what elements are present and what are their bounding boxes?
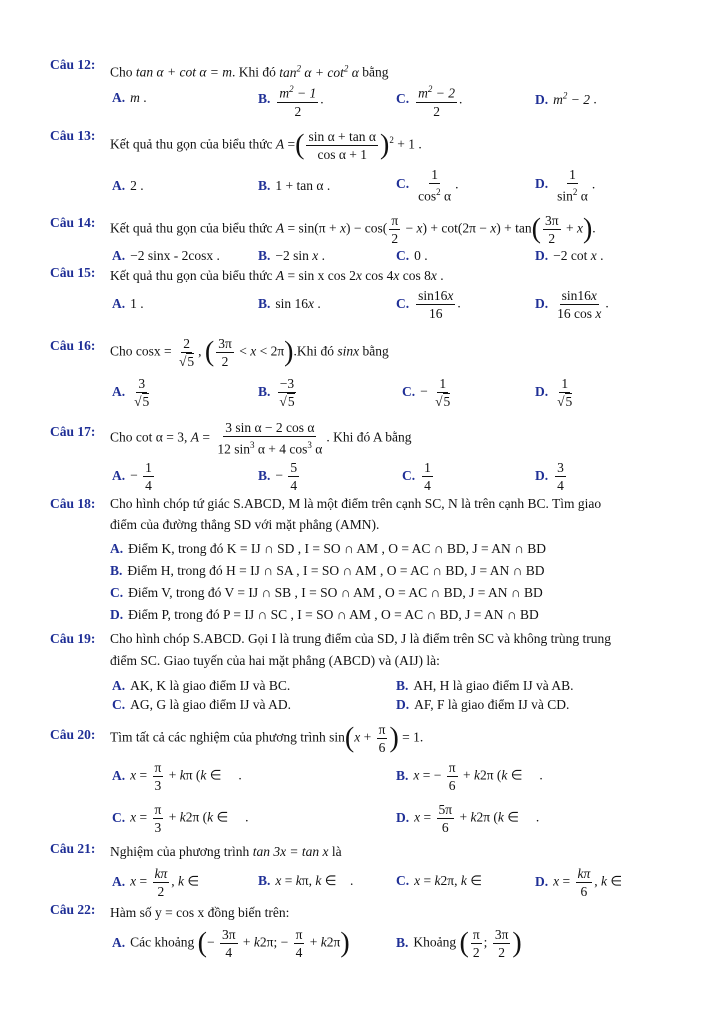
option-b[interactable]: B. sin 16x .: [258, 296, 321, 311]
question-13: [50, 128, 705, 208]
option-d[interactable]: D. $\frac{\sin 16x}{\text{16 cos x}}$ .: [535, 288, 609, 321]
option-c[interactable]: C. x = k2π, k ∈: [396, 873, 482, 888]
option-a[interactable]: A. 2 .: [112, 178, 144, 193]
question-label: Câu 15:: [50, 265, 96, 280]
option-d[interactable]: D. $\frac{1}{\sin^2 \alpha}$ .: [535, 167, 596, 204]
question-stem: Kết quả thu gọn của biểu thức A = sin(π + x) − cos( $\frac{\pi}{2}$ − x) + cot(2π − x) + tan( $\frac{3\pi}{2}$ + x).: [110, 213, 596, 246]
option-b[interactable]: B. Điểm H, trong đó H = IJ ∩ SA , I = SO ∩ AM , O = AC ∩ BD, J = AN ∩ BD: [110, 563, 545, 578]
option-d[interactable]: D. x = $\frac{5\pi}{6}$ + k2π (k ∈ .: [396, 802, 540, 835]
option-c[interactable]: C. $\frac{\sin 16x}{16}$ .: [396, 288, 461, 321]
option-b[interactable]: B. $\frac{m^2 - 1}{2}$ .: [258, 81, 324, 120]
option-d[interactable]: D. AF, F là giao điểm IJ và CD.: [396, 697, 570, 712]
option-c[interactable]: C. AG, G là giao điểm IJ và AD.: [112, 697, 291, 712]
option-a[interactable]: A. Các khoảng (− $\frac{3\pi}{4}$ + k2π; − $\frac{\pi}{4}$ + k2π): [112, 927, 350, 960]
option-a[interactable]: A. −2 sinx - 2cosx .: [112, 248, 220, 263]
option-d[interactable]: D. x = $\frac{k\pi}{6}$ , k ∈: [535, 866, 623, 899]
question-stem: Kết quả thu gọn của biểu thức A =( $\frac{\text{sin α + tan α}}{\text{cos α + 1}}$ )$^2$ + 1 .: [110, 129, 422, 162]
option-c[interactable]: C. 0 .: [396, 248, 428, 263]
question-label: Câu 14:: [50, 215, 96, 230]
question-19: [50, 631, 705, 716]
question-stem-line-2: điểm của đường thẳng SD với mặt phẳng (AMN).: [110, 517, 380, 532]
option-b[interactable]: B. 1 + tan α .: [258, 178, 331, 193]
option-d[interactable]: D. $m^2 - 2$ .: [535, 90, 597, 107]
question-label: Câu 17:: [50, 424, 96, 439]
question-stem: Cho cosx = $\frac{2}{√5}$ , ( $\frac{3\pi}{2}$ < x < 2π).Khi đó sinx bằng: [110, 336, 389, 369]
question-stem: Nghiệm của phương trình tan 3x = tan x là: [110, 844, 342, 859]
question-18: [50, 496, 705, 631]
question-label: Câu 22:: [50, 902, 96, 917]
question-label: Câu 21:: [50, 841, 96, 856]
option-c[interactable]: C. Điểm V, trong đó V = IJ ∩ SB , I = SO ∩ AM , O = AC ∩ BD, J = AN ∩ BD: [110, 585, 543, 600]
question-stem: Hàm số y = cos x đồng biến trên:: [110, 905, 290, 920]
question-16: [50, 335, 705, 415]
option-c[interactable]: C. x = $\frac{\pi}{3}$ + k2π (k ∈ .: [112, 802, 249, 835]
option-b[interactable]: B. x = − $\frac{\pi}{6}$ + k2π (k ∈ .: [396, 760, 543, 793]
question-20: [50, 721, 705, 839]
question-22: [50, 902, 705, 972]
option-a[interactable]: A. x = $\frac{\pi}{3}$ + kπ (k ∈ .: [112, 760, 242, 793]
question-stem: Cho tan α + cot α = m. Khi đó $\tan^2 \alpha + \cot^2 \alpha$ bằng: [110, 63, 389, 80]
option-a[interactable]: A. − $\frac{1}{4}$: [112, 460, 152, 493]
option-c[interactable]: C. − $\frac{1}{√5}$: [402, 376, 451, 409]
option-d[interactable]: D. $\frac{3}{4}$: [535, 460, 564, 493]
question-stem: Tìm tất cả các nghiệm của phương trình sin(x + $\frac{\pi}{6}$ ) = 1.: [110, 722, 424, 755]
question-stem-line-1: Cho hình chóp tứ giác S.ABCD, M là một điểm trên cạnh SC, N là trên cạnh BC. Tìm giao: [110, 496, 602, 511]
option-b[interactable]: B. AH, H là giao điểm IJ và AB.: [396, 678, 574, 693]
option-a[interactable]: A. 1 .: [112, 296, 144, 311]
option-a[interactable]: A. x = $\frac{k\pi}{2}$ , k ∈: [112, 866, 200, 899]
option-c[interactable]: C. $\frac{1}{\cos^2 \alpha}$ .: [396, 167, 459, 204]
question-21: [50, 841, 705, 901]
option-b[interactable]: B. Khoảng ( $\frac{\pi}{2}$ ; $\frac{3\pi}{2}$ ): [396, 927, 522, 960]
question-label: Câu 19:: [50, 631, 96, 646]
option-a[interactable]: A. m .: [112, 90, 147, 105]
option-d[interactable]: D. $\frac{1}{√5}$: [535, 376, 573, 409]
question-14: [50, 212, 705, 264]
question-label: Câu 20:: [50, 727, 96, 742]
option-b[interactable]: B. − $\frac{5}{4}$: [258, 460, 298, 493]
option-d[interactable]: D. −2 cot x .: [535, 248, 604, 263]
question-stem: Kết quả thu gọn của biểu thức A = sin x cos 2x cos 4x cos 8x .: [110, 268, 444, 283]
option-c[interactable]: C. $\frac{1}{4}$: [402, 460, 431, 493]
question-stem-line-2: điểm SC. Giao tuyến của hai mặt phẳng (ABCD) và (AIJ) là:: [110, 653, 440, 668]
option-c[interactable]: C. $\frac{m^2 - 2}{2}$ .: [396, 81, 462, 120]
option-b[interactable]: B. x = kπ, k ∈ .: [258, 873, 354, 888]
option-a[interactable]: A. Điểm K, trong đó K = IJ ∩ SD , I = SO ∩ AM , O = AC ∩ BD, J = AN ∩ BD: [110, 541, 546, 556]
question-label: Câu 18:: [50, 496, 96, 511]
option-a[interactable]: A. $\frac{3}{√5}$: [112, 376, 150, 409]
option-a[interactable]: A. AK, K là giao điểm IJ và BC.: [112, 678, 291, 693]
option-d[interactable]: D. Điểm P, trong đó P = IJ ∩ SC , I = SO ∩ AM , O = AC ∩ BD, J = AN ∩ BD: [110, 607, 539, 622]
question-label: Câu 13:: [50, 128, 96, 143]
question-label: Câu 12:: [50, 57, 96, 72]
option-b[interactable]: B. $\frac{-3}{√5}$: [258, 376, 295, 409]
question-12: [50, 57, 705, 117]
question-stem-line-1: Cho hình chóp S.ABCD. Gọi I là trung điểm của SD, J là điểm trên SC và không trùng trung: [110, 631, 611, 646]
question-label: Câu 16:: [50, 338, 96, 353]
question-15: [50, 265, 705, 325]
question-stem: Cho cot α = 3, A = $\frac{\text{3 sin α − 2 cos α}}{12 \sin^3 \alpha + 4 \cos^3 \alpha}$ . Khi đó A bằng: [110, 420, 412, 457]
option-b[interactable]: B. −2 sin x .: [258, 248, 326, 263]
question-17: [50, 419, 705, 495]
